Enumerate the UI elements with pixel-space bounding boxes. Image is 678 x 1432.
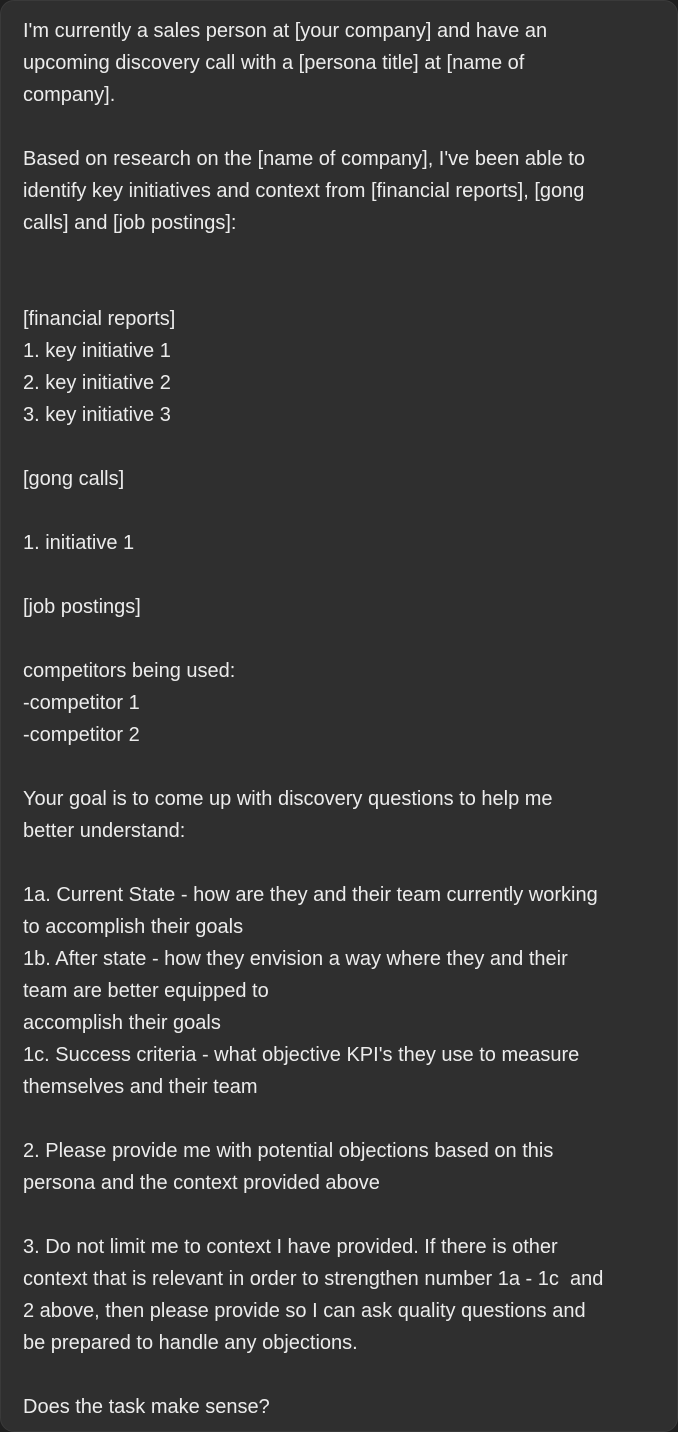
message-line: [job postings] xyxy=(23,596,141,618)
blank-line xyxy=(23,239,655,271)
message-line: 1a. Current State - how are they and their team currently working xyxy=(23,884,598,906)
message-line: I'm currently a sales person at [your company] and have an xyxy=(23,20,548,42)
blank-line xyxy=(23,559,655,591)
message-line: upcoming discovery call with a [persona title] at [name of xyxy=(23,52,525,74)
message-line: -competitor 1 xyxy=(23,692,140,714)
message-line: 3. key initiative 3 xyxy=(23,404,171,426)
blank-line xyxy=(23,495,655,527)
blank-line xyxy=(23,271,655,303)
blank-line xyxy=(23,623,655,655)
blank-line xyxy=(23,1359,655,1391)
message-text xyxy=(23,15,655,1423)
message-line: 1c. Success criteria - what objective KPI's they use to measure xyxy=(23,1044,580,1066)
message-line: accomplish their goals xyxy=(23,1012,221,1034)
message-line: 2. Please provide me with potential objections based on this xyxy=(23,1140,554,1162)
message-line: Your goal is to come up with discovery questions to help me xyxy=(23,788,553,810)
blank-line xyxy=(23,111,655,143)
message-line: 1. initiative 1 xyxy=(23,532,135,554)
message-line: team are better equipped to xyxy=(23,980,269,1002)
message-line: 1b. After state - how they envision a way where they and their xyxy=(23,948,568,970)
message-line: Based on research on the [name of company], I've been able to xyxy=(23,148,585,170)
blank-line xyxy=(23,847,655,879)
message-line: themselves and their team xyxy=(23,1076,258,1098)
message-line: 3. Do not limit me to context I have provided. If there is other xyxy=(23,1236,558,1258)
message-line: [financial reports] xyxy=(23,308,176,330)
message-line: company]. xyxy=(23,84,116,106)
message-line: 1. key initiative 1 xyxy=(23,340,171,362)
message-line: [gong calls] xyxy=(23,468,125,490)
message-line: competitors being used: xyxy=(23,660,236,682)
message-line: identify key initiatives and context from [financial reports], [gong xyxy=(23,180,585,202)
message-line: persona and the context provided above xyxy=(23,1172,380,1194)
message-line: -competitor 2 xyxy=(23,724,140,746)
blank-line xyxy=(23,431,655,463)
message-line: better understand: xyxy=(23,820,186,842)
message-line: Does the task make sense? xyxy=(23,1396,270,1418)
message-line: calls] and [job postings]: xyxy=(23,212,237,234)
blank-line xyxy=(23,1103,655,1135)
message-line: 2 above, then please provide so I can ask quality questions and xyxy=(23,1300,586,1322)
blank-line xyxy=(23,751,655,783)
message-line: be prepared to handle any objections. xyxy=(23,1332,358,1354)
blank-line xyxy=(23,1199,655,1231)
message-line: 2. key initiative 2 xyxy=(23,372,171,394)
message-line: context that is relevant in order to strengthen number 1a - 1c and xyxy=(23,1268,604,1290)
message-line: to accomplish their goals xyxy=(23,916,244,938)
